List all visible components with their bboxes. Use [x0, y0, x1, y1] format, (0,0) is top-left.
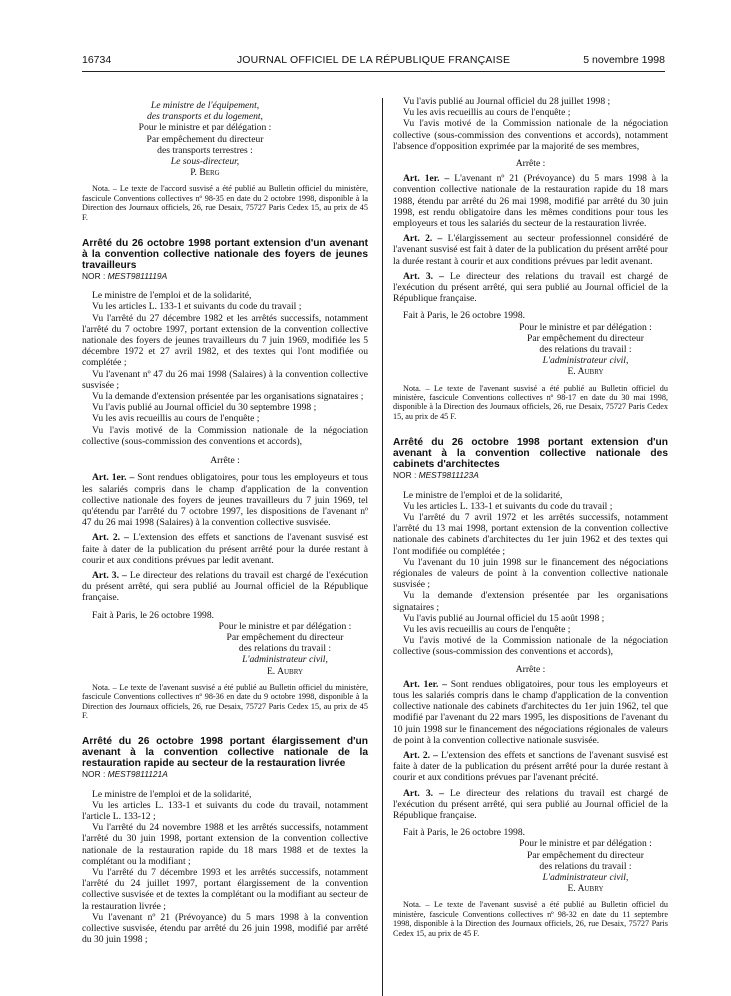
sig-line: des relations du travail : [539, 860, 632, 872]
sig-line: Le sous-directeur, [170, 156, 240, 168]
sig-line: L'administrateur civil, [542, 872, 629, 883]
article-2: Art. 2. – L'extension des effets et sanctions de l'avenant susvisé est faite à dater de la publication du présent arrêté pour la durée restant à courir et aux conditions prévues par l'avenant précité. [393, 749, 668, 784]
paragraph: Vu l'avis motivé de la Commission nationale de la négociation collective (sous-commission des conventions et accords), [82, 424, 368, 447]
column-divider [382, 98, 383, 996]
sig-line: Le ministre de l'équipement, [150, 100, 260, 111]
paragraph: Vu l'avis publié au Journal officiel du 30 septembre 1998 ; [92, 402, 317, 414]
fait-line: Fait à Paris, le 26 octobre 1998. [403, 827, 526, 839]
article-heading: Arrêté du 26 octobre 1998 portant extension d'un avenant à la convention collective nationale des foyers de jeunes travailleurs [82, 238, 368, 272]
article-heading: Arrêté du 26 octobre 1998 portant élargissement d'un avenant à la convention collective nationale de la restauration rapide au secteur de la restauration livrée [82, 736, 368, 770]
nota: Nota. – Le texte de l'avenant susvisé a été publié au Bulletin officiel du ministère, fascicule Conventions collectives nº 98-32 en date du 11 septembre 1998, disponible à la Direction des Journaux officiels, 26, rue Desaix, 75727 Paris Cedex 15, au prix de 45 F. [393, 900, 668, 938]
sig-line: Pour le ministre et par délégation : [218, 620, 352, 632]
header-rule [82, 71, 665, 72]
paragraph: Vu les avis recueillis au cours de l'enquête ; [92, 413, 260, 425]
fait-line: Fait à Paris, le 26 octobre 1998. [92, 609, 215, 621]
sig-name: E. Aubry [567, 366, 604, 378]
nota: Nota. – Le texte de l'accord susvisé a été publié au Bulletin officiel du ministère, fascicule Conventions collectives nº 98-35 en date du 2 octobre 1998, disponible à la Direction des Journaux officiels, 26, rue Desaix, 75727 Paris Cedex 15, au prix de 45 F. [82, 184, 368, 222]
paragraph: Vu l'avis motivé de la Commission nationale de la négociation collective (sous-commission des conventions et accords), [393, 635, 668, 658]
paragraph: Le ministre de l'emploi et de la solidarité, [92, 788, 252, 800]
paragraph: Vu la demande d'extension présentée par les organisations signataires ; [393, 590, 668, 613]
paragraph: Vu l'avis motivé de la Commission nationale de la négociation collective (sous-commission des conventions et accords), notamment l'absence d'opposition exprimée par la majorité de ses membres, [393, 118, 668, 152]
paragraph: Le ministre de l'emploi et de la solidarité, [92, 290, 252, 302]
paragraph: Vu l'arrêté du 27 décembre 1982 et les arrêtés successifs, notamment l'arrêté du 7 octobre 1997, portant extension de la convention collective nationale des foyers de jeunes travailleurs du 7 juin 1969, modifiée les 5 décembre 1972 et 27 avril 1982, et des textes qui l'ont modifiée ou complétée ; [82, 312, 368, 369]
article-2: Art. 2. – L'extension des effets et sanctions de l'avenant susvisé est faite à dater de la publication du présent arrêté pour la durée restant à courir et aux conditions prévues par ledit avenant. [82, 532, 368, 566]
paragraph: Vu l'avenant nº 47 du 26 mai 1998 (Salaires) à la convention collective susvisée ; [82, 368, 368, 391]
arrete-label: Arrête : [515, 158, 546, 170]
paragraph: Vu l'arrêté du 7 avril 1972 et les arrêtés successifs, notamment l'arrêté du 13 mai 1998, portant extension de la convention collective nationale des cabinets d'architectes du 1er juin 1962 et des textes qui l'ont modifiée ou complétée ; [393, 511, 668, 557]
article-heading: Arrêté du 26 octobre 1998 portant extension d'un avenant à la convention collective nationale des cabinets d'architectes [393, 437, 668, 471]
signature-block [503, 322, 668, 378]
article-3: Art. 3. – Le directeur des relations du travail est chargé de l'exécution du présent arrêté, qui sera publié au Journal officiel de la République française. [82, 569, 368, 604]
article-1: Art. 1er. – L'avenant nº 21 (Prévoyance) du 5 mars 1998 à la convention collective nationale de la restauration rapide du 18 mars 1988, étendu par arrêté du 26 mai 1998, modifié par arrêté du 30 juin 1998, est rendu obligatoire dans les mêmes conditions pour tous les employeurs et tous les salariés du secteur de la restauration livrée. [393, 173, 668, 230]
nor-reference: NOR : MEST9811119A [82, 271, 168, 282]
sig-line: Par empêchement du directeur [226, 631, 344, 643]
page-header [82, 54, 665, 68]
arrete-label: Arrête : [210, 455, 240, 467]
paragraph: Vu les avis recueillis au cours de l'enquête ; [403, 107, 571, 119]
signature-block [202, 621, 368, 677]
nor-reference: NOR : MEST9811123A [393, 470, 479, 481]
sig-name: E. Aubry [266, 665, 304, 677]
paragraph: Vu les articles L. 133-1 et suivants du code du travail, notamment l'article L. 133-12 ; [82, 799, 368, 822]
sig-line: Pour le ministre et par délégation : [519, 321, 652, 333]
nota: Nota. – Le texte de l'avenant susvisé a été publié au Bulletin officiel du ministère, fascicule Conventions collectives nº 98-17 en date du 30 mai 1998, disponible à la Direction des Journaux officiels, 26, rue Desaix, 75727 Paris Cedex 15, au prix de 45 F. [393, 383, 668, 421]
article-1: Art. 1er. – Sont rendues obligatoires, pour tous les employeurs et tous les salariés compris dans le champ d'application de la convention collective nationale des foyers de jeunes travailleurs du 7 juin 1969, tel qu'étendu par l'arrêté du 7 octobre 1997, les dispositions de l'avenant nº 47 du 26 mai 1998 (Salaires) à la convention collective susvisée. [82, 472, 368, 529]
paragraph: Vu la demande d'extension présentée par les organisations signataires ; [92, 391, 364, 403]
article-2: Art. 2. – L'élargissement au secteur professionnel considéré de l'avenant susvisé est fait à dater de la publication du présent arrêté pour la durée restant à courir et aux conditions prévues par ledit avenant. [393, 233, 668, 267]
sig-line: des transports terrestres : [157, 144, 253, 156]
sig-line: des relations du travail : [539, 344, 632, 356]
sig-line: Par empêchement du directeur [527, 849, 644, 861]
paragraph: Vu les articles L. 133-1 et suivants du code du travail ; [92, 301, 302, 313]
sig-line: Pour le ministre et par délégation : [519, 838, 652, 850]
article-1: Art. 1er. – Sont rendues obligatoires, pour tous les employeurs et tous les salariés compris dans le champ d'application de la convention collective nationale des cabinets d'architectes du 1er juin 1962, tel que modifié par l'avenant du 22 mars 1995, les dispositions de l'avenant du 10 juin 1998 sur le financement des négociations régionales de valeurs de point à la convention collective nationale susvisée. [393, 678, 668, 746]
fait-line: Fait à Paris, le 26 octobre 1998. [403, 310, 526, 322]
left-column [82, 100, 368, 945]
sig-line: L'administrateur civil, [542, 355, 629, 367]
paragraph: Vu les avis recueillis au cours de l'enquête ; [403, 623, 571, 635]
top-signature [82, 100, 368, 178]
paragraph: Vu l'avis publié au Journal officiel du 15 août 1998 ; [403, 612, 605, 624]
sig-name: E. Aubry [567, 883, 604, 895]
paragraph: Vu l'arrêté du 24 novembre 1988 et les arrêtés successifs, notamment l'arrêté du 30 juin 1998, portant extension de la convention collective nationale de la restauration rapide du 18 mars 1988 et de textes la complétant ou la modifiant ; [82, 822, 368, 867]
article-3: Art. 3. – Le directeur des relations du travail est chargé de l'exécution du présent arrêté, qui sera publié au Journal officiel de la République française. [393, 787, 668, 821]
sig-line: des relations du travail : [238, 643, 332, 655]
sig-line: des transports et du logement, [147, 111, 263, 123]
signature-block [503, 838, 668, 894]
nota: Nota. – Le texte de l'avenant susvisé a été publié au Bulletin officiel du ministère, fascicule Conventions collectives nº 98-36 en date du 9 octobre 1998, disponible à la Direction des Journaux officiels, 26, rue Desaix, 75727 Paris Cedex 15, au prix de 45 F. [82, 682, 368, 720]
paragraph: Vu l'arrêté du 7 décembre 1993 et les arrêtés successifs, notamment l'arrêté du 24 juillet 1997, portant élargissement de la convention collective susvisée et de textes la complétant ou la modifiant au secteur de la restauration livrée ; [82, 867, 368, 912]
paragraph: Vu l'avenant nº 21 (Prévoyance) du 5 mars 1998 à la convention collective susvisée, étendu par arrêté du 26 juin 1998, modifié par arrêté du 30 juin 1998 ; [82, 911, 368, 946]
paragraph: Vu l'avenant du 10 juin 1998 sur le financement des négociations régionales de valeurs de point à la convention collective nationale susvisée ; [393, 556, 668, 591]
sig-line: Pour le ministre et par délégation : [138, 122, 272, 134]
right-column [393, 96, 668, 938]
sig-line: Par empêchement du directeur [146, 133, 264, 145]
paragraph: Vu l'avis publié au Journal officiel du 28 juillet 1998 ; [403, 96, 611, 107]
sig-line: L'administrateur civil, [242, 654, 328, 666]
arrete-label: Arrête : [515, 663, 546, 675]
journal-title: JOURNAL OFFICIEL DE LA RÉPUBLIQUE FRANÇAISE [236, 54, 511, 66]
paragraph: Le ministre de l'emploi et de la solidarité, [403, 489, 563, 501]
issue-date: 5 novembre 1998 [583, 54, 665, 66]
sig-line: Par empêchement du directeur [527, 332, 644, 344]
sig-name: P. Berg [190, 167, 220, 179]
nor-reference: NOR : MEST9811121A [82, 769, 168, 780]
article-3: Art. 3. – Le directeur des relations du travail est chargé de l'exécution du présent arrêté, qui sera publié au Journal officiel de la République française. [393, 270, 668, 305]
page-number: 16734 [82, 54, 112, 66]
paragraph: Vu les articles L. 133-1 et suivants du code du travail ; [403, 500, 613, 512]
